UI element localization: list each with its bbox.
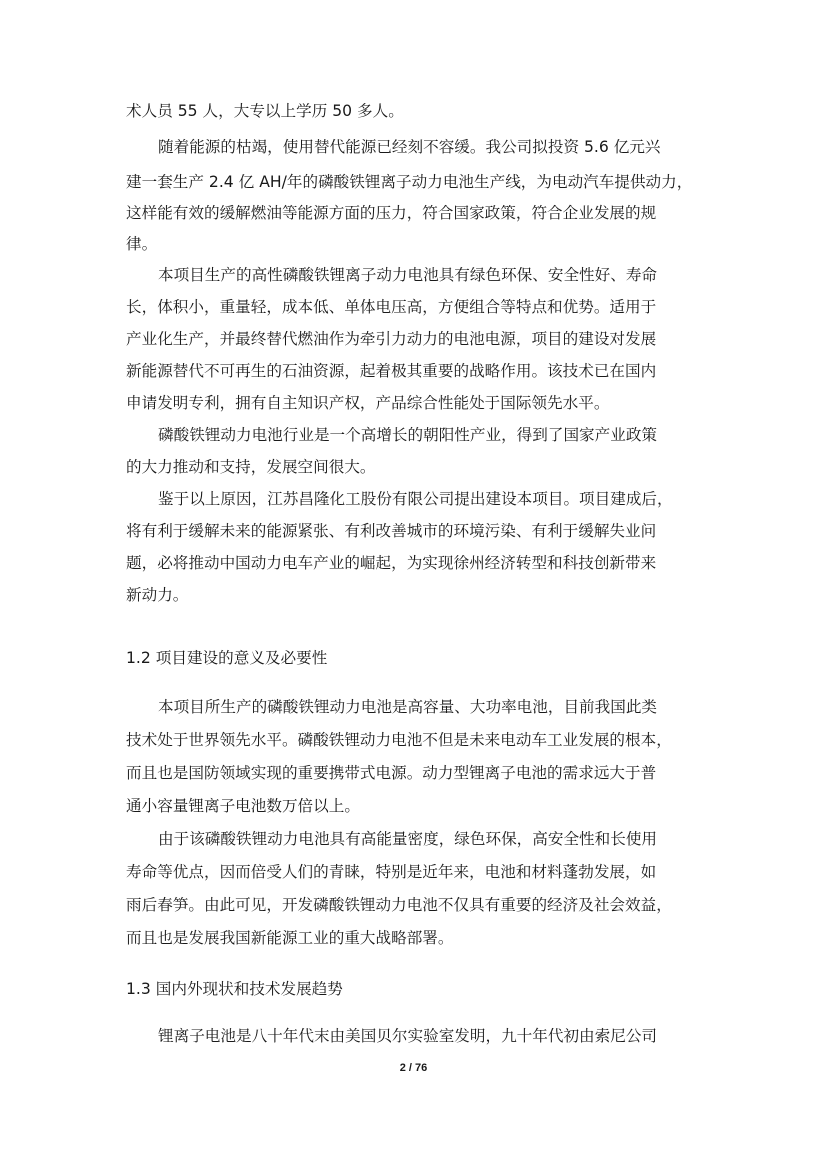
text-line: 的大力推动和支持，发展空间很大。 xyxy=(126,458,376,476)
text-line: 而且也是发展我国新能源工业的重大战略部署。 xyxy=(126,929,454,947)
paragraph-first-line: 锂离子电池是八十年代末由美国贝尔实验室发明，九十年代初由索尼公司 xyxy=(158,1027,658,1045)
text-line: 寿命等优点，因而倍受人们的青睐，特别是近年来，电池和材料蓬勃发展，如 xyxy=(126,863,657,881)
paragraph-first-line: 鉴于以上原因，江苏昌隆化工股份有限公司提出建设本项目。项目建成后， xyxy=(158,490,673,508)
text-line: 新动力。 xyxy=(126,586,189,604)
text-line: 通小容量锂离子电池数万倍以上。 xyxy=(126,797,360,815)
section-heading: 1.2 项目建设的意义及必要性 xyxy=(126,649,328,667)
paragraph-first-line: 本项目所生产的磷酸铁锂动力电池是高容量、大功率电池，目前我国此类 xyxy=(158,698,658,716)
paragraph-first-line: 本项目生产的高性磷酸铁锂离子动力电池具有绿色环保、安全性好、寿命 xyxy=(158,266,658,284)
text-line: 律。 xyxy=(126,235,158,253)
paragraph-first-line: 由于该磷酸铁锂动力电池具有高能量密度，绿色环保，高安全性和长使用 xyxy=(158,830,658,848)
text-line: 长，体积小，重量轻，成本低、单体电压高，方便组合等特点和优势。适用于 xyxy=(126,298,657,316)
text-line: 产业化生产，并最终替代燃油作为牵引力动力的电池电源，项目的建设对发展 xyxy=(126,330,657,348)
text-line: 题，必将推动中国动力电车产业的崛起，为实现徐州经济转型和科技创新带来 xyxy=(126,554,657,572)
text-line: 而且也是国防领域实现的重要携带式电源。动力型锂离子电池的需求远大于普 xyxy=(126,764,657,782)
text-line: 技术处于世界领先水平。磷酸铁锂动力电池不但是未来电动车工业发展的根本， xyxy=(126,731,672,749)
text-line: 将有利于缓解未来的能源紧张、有利改善城市的环境污染、有利于缓解失业问 xyxy=(126,522,657,540)
section-heading: 1.3 国内外现状和技术发展趋势 xyxy=(126,980,343,998)
paragraph-first-line: 磷酸铁锂动力电池行业是一个高增长的朝阳性产业，得到了国家产业政策 xyxy=(158,426,658,444)
text-line: 雨后春笋。由此可见，开发磷酸铁锂动力电池不仅具有重要的经济及社会效益， xyxy=(126,896,672,914)
page-number: 2 / 76 xyxy=(399,1062,428,1074)
text-line: 建一套生产 2.4 亿 AH/年的磷酸铁锂离子动力电池生产线，为电动汽车提供动力， xyxy=(126,173,693,191)
text-line: 术人员 55 人，大专以上学历 50 多人。 xyxy=(126,102,404,120)
paragraph-first-line: 随着能源的枯竭，使用替代能源已经刻不容缓。我公司拟投资 5.6 亿元兴 xyxy=(158,138,661,156)
text-line: 新能源替代不可再生的石油资源，起着极其重要的战略作用。该技术已在国内 xyxy=(126,362,657,380)
text-line: 这样能有效的缓解燃油等能源方面的压力，符合国家政策，符合企业发展的规 xyxy=(126,204,657,222)
text-line: 申请发明专利，拥有自主知识产权，产品综合性能处于国际领先水平。 xyxy=(126,394,610,412)
